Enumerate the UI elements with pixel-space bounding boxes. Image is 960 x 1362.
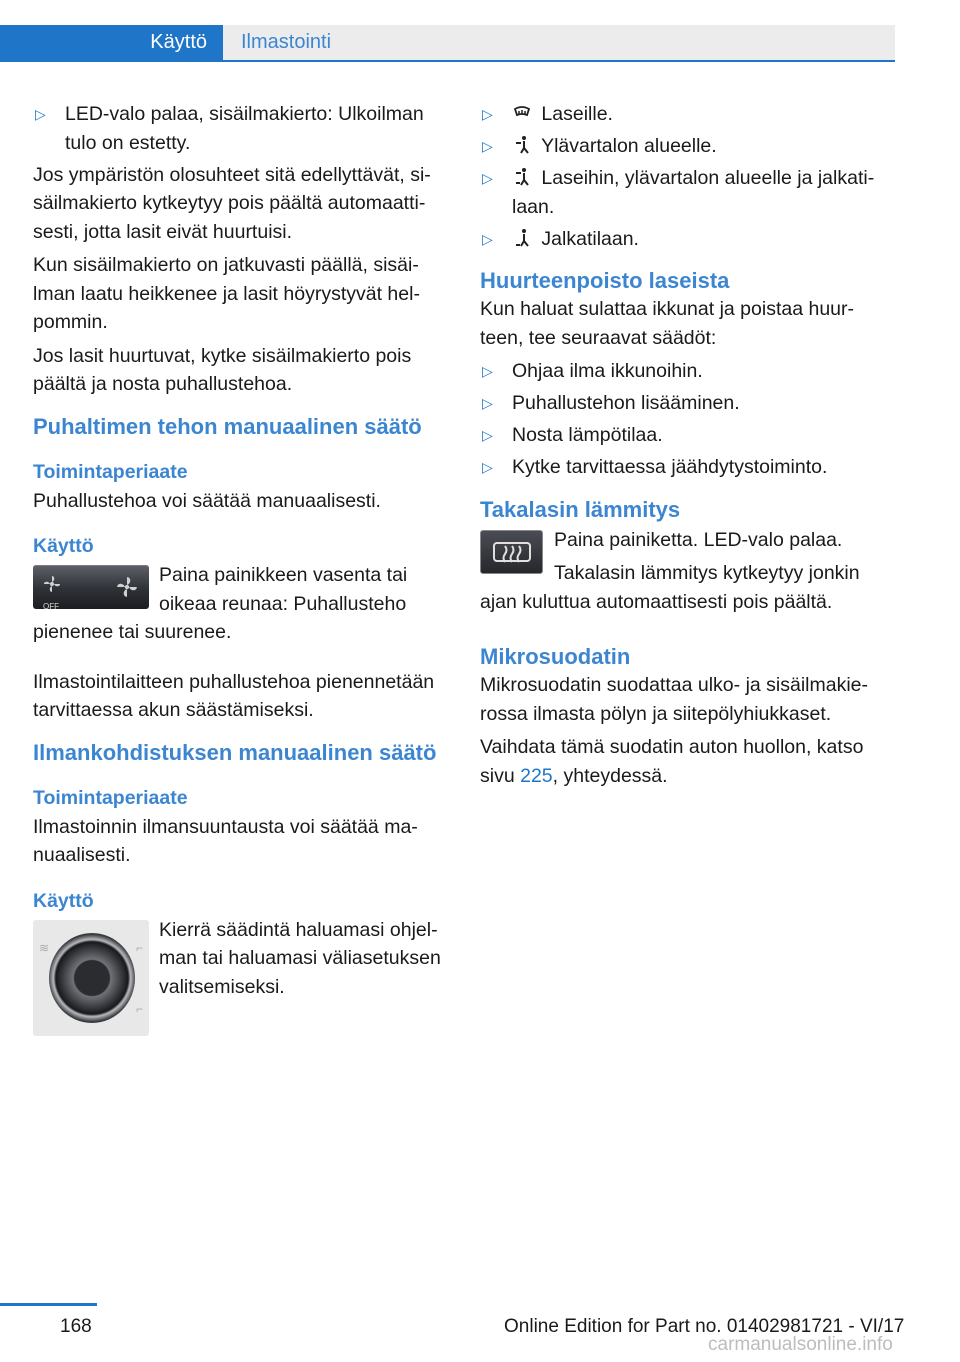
paragraph: Kun haluat sulattaa ikkunat ja poistaa huurteen, tee seuraavat säädöt: [480, 298, 855, 349]
off-label: OFF [43, 602, 59, 611]
bullet-triangle-icon: ▷ [482, 170, 493, 186]
subheading-use: Käyttö [33, 535, 94, 557]
rear-window-heating-button-image [480, 530, 543, 574]
paragraph: Takalasin lämmitys kytkeytyy jonkin ajan kuluttua automaattisesti pois päältä. [480, 562, 860, 613]
air-distribution-knob-image [33, 920, 149, 1036]
list-item: ▷ Kytke tarvittaessa jäähdytystoiminto. [480, 453, 888, 482]
paragraph: Ilmastoinnin ilmansuuntausta voi säätää manuaalisesti. [33, 815, 418, 866]
footwell-airflow-icon [512, 228, 532, 248]
watermark: carmanualsonline.info [708, 1334, 893, 1355]
edition-label: Online Edition for Part no. 01402981721 - VI/17 [504, 1316, 905, 1337]
bullet-triangle-icon: ▷ [482, 138, 493, 154]
list-item: ▷ LED-valo palaa, sisäilmakierto: Ulkoilman tulo on estetty. [33, 100, 448, 157]
bullet-triangle-icon: ▷ [35, 106, 46, 122]
bullet-triangle-icon: ▷ [482, 459, 493, 475]
list-item: ▷ Puhallustehon lisääminen. [480, 389, 888, 418]
section-heading-microfilter: Mikrosuodatin [480, 644, 631, 669]
blower-button-image [33, 565, 149, 609]
page-header [0, 25, 895, 62]
page-link-225[interactable]: 225 [520, 764, 553, 787]
windshield-airflow-icon [512, 103, 532, 123]
section-heading-air-distribution: Ilmankohdistuksen manuaalinen säätö [33, 739, 437, 765]
paragraph: Puhallustehoa voi säätää manuaalisesti. [33, 489, 381, 512]
rear-defrost-icon [492, 539, 532, 565]
subheading-principle: Toimintaperiaate [33, 460, 188, 483]
list-item: ▷ Nosta lämpötilaa. [480, 421, 888, 450]
page-number: 168 [60, 1316, 92, 1337]
tab-kaytto[interactable]: Käyttö [0, 25, 223, 60]
foot-small-icon: ⌐ [135, 1002, 143, 1016]
list-item: ▷ Laseihin, ylävartalon alueelle ja jalkatilaan. [480, 164, 888, 221]
windshield-small-icon: ≋ [39, 940, 50, 955]
list-item: ▷ Ohjaa ilma ikkunoihin. [480, 357, 888, 386]
list-item: ▷ Laseille. [480, 100, 888, 129]
paragraph: Jos ympäristön olosuhteet sitä edellyttävät, sisäilmakierto kytkeytyy pois päältä automaattisesti, jotta lasit eivät huurtuisi. [33, 163, 431, 243]
right-column [480, 100, 888, 795]
person-small-icon: ⌐ [135, 940, 143, 955]
header-divider [0, 60, 895, 62]
subheading-principle: Toimintaperiaate [33, 786, 188, 809]
paragraph: Paina painikkeen vasenta tai oikeaa reunaa: Puhallusteho pienenee tai suurenee. [33, 564, 408, 643]
bullet-triangle-icon: ▷ [482, 427, 493, 443]
list-item: ▷ Jalkatilaan. [480, 225, 888, 254]
blower-button-block [33, 561, 448, 652]
fan-low-icon [41, 573, 63, 595]
footer-divider [0, 1303, 97, 1306]
bullet-triangle-icon: ▷ [482, 230, 493, 247]
section-heading-rear-window: Takalasin lämmitys [480, 496, 681, 522]
left-column [33, 100, 448, 1036]
bullet-triangle-icon: ▷ [482, 363, 493, 379]
paragraph: Kun sisäilmakierto on jatkuvasti päällä, sisäilman laatu heikkenee ja lasit höyrystyvät helpommin. [33, 254, 420, 333]
knob-block [33, 916, 448, 1036]
subheading-use: Käyttö [33, 889, 94, 912]
bullet-triangle-icon: ▷ [482, 395, 493, 411]
section-heading-defrost: Huurteenpoisto laseista [480, 268, 730, 293]
paragraph: Paina painiketta. LED-valo palaa. [554, 528, 843, 551]
fan-high-icon [115, 575, 139, 599]
tab-ilmastointi[interactable]: Ilmastointi [223, 25, 895, 60]
rear-defrost-block [480, 526, 888, 622]
list-item: ▷ Ylävartalon alueelle. [480, 132, 888, 161]
all-zones-airflow-icon [512, 167, 532, 187]
bullet-triangle-icon: ▷ [482, 106, 493, 122]
paragraph: Vaihdata tämä suodatin auton huollon, katso sivu 225, yhteydessä. [480, 736, 864, 787]
section-heading-blower: Puhaltimen tehon manuaalinen säätö [33, 413, 422, 439]
paragraph: Jos lasit huurtuvat, kytke sisäilmakierto pois päältä ja nosta puhallustehoa. [33, 344, 412, 395]
upper-body-airflow-icon [512, 135, 532, 155]
paragraph: Ilmastointilaitteen puhallustehoa pienennetään tarvittaessa akun säästämiseksi. [33, 670, 435, 721]
paragraph: Kierrä säädintä haluamasi ohjelman tai haluamasi väliasetuksen valitsemiseksi. [159, 918, 441, 998]
knob-dial [49, 933, 135, 1023]
paragraph: Mikrosuodatin suodattaa ulko- ja sisäilmakierossa ilmasta pölyn ja siitepölyhiukkaset. [480, 674, 869, 725]
